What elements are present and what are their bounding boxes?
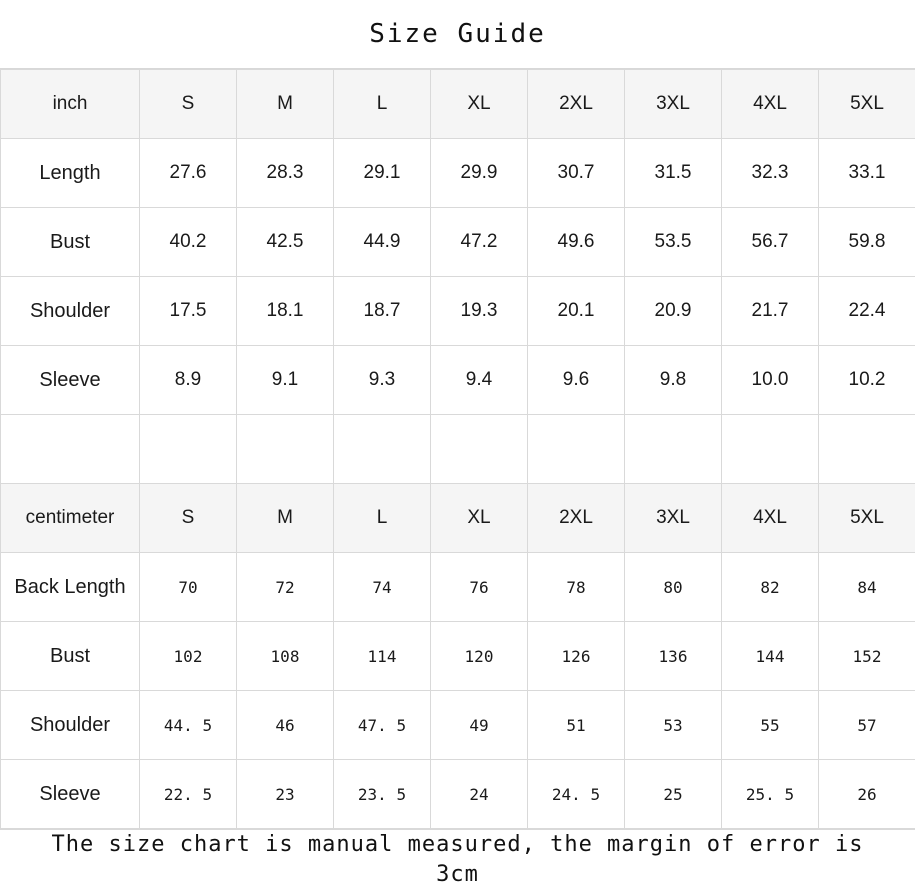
table-row: [1, 760, 915, 829]
cell-back-length-4xl: 82: [722, 553, 819, 622]
cell-shoulder-cm-2xl: 51: [528, 691, 625, 760]
cm-size-header-s: S: [140, 484, 237, 553]
measurement-disclaimer: [0, 829, 915, 889]
cm-size-header-xl: XL: [431, 484, 528, 553]
spacer-cell: [722, 415, 819, 484]
spacer-cell: [819, 415, 915, 484]
cell-bust-cm-l: 114: [334, 622, 431, 691]
inch-size-header-m: M: [237, 70, 334, 139]
cm-size-header-2xl: 2XL: [528, 484, 625, 553]
cell-shoulder-4xl: 21.7: [722, 277, 819, 346]
cell-length-xl: 29.9: [431, 139, 528, 208]
cell-bust-5xl: 59.8: [819, 208, 915, 277]
size-guide-table: [0, 69, 915, 829]
cell-bust-4xl: 56.7: [722, 208, 819, 277]
row-label-sleeve-cm: Sleeve: [1, 760, 140, 829]
disclaimer-line-2: 3cm: [436, 860, 479, 889]
row-label-back-length-cm: Back Length: [1, 553, 140, 622]
row-label-sleeve-inch: Sleeve: [1, 346, 140, 415]
cell-shoulder-cm-3xl: 53: [625, 691, 722, 760]
cell-sleeve-xl: 9.4: [431, 346, 528, 415]
cell-length-s: 27.6: [140, 139, 237, 208]
cell-shoulder-s: 17.5: [140, 277, 237, 346]
spacer-cell: [1, 415, 140, 484]
cell-bust-l: 44.9: [334, 208, 431, 277]
cell-bust-cm-5xl: 152: [819, 622, 915, 691]
cell-length-3xl: 31.5: [625, 139, 722, 208]
table-row: [1, 346, 915, 415]
row-label-length-inch: Length: [1, 139, 140, 208]
cell-back-length-3xl: 80: [625, 553, 722, 622]
cell-shoulder-cm-xl: 49: [431, 691, 528, 760]
cell-sleeve-5xl: 10.2: [819, 346, 915, 415]
cell-shoulder-cm-4xl: 55: [722, 691, 819, 760]
cell-sleeve-m: 9.1: [237, 346, 334, 415]
cell-shoulder-m: 18.1: [237, 277, 334, 346]
cell-shoulder-5xl: 22.4: [819, 277, 915, 346]
row-label-shoulder-inch: Shoulder: [1, 277, 140, 346]
cell-sleeve-cm-2xl: 24. 5: [528, 760, 625, 829]
cm-header-row: [1, 484, 915, 553]
inch-header-row: [1, 70, 915, 139]
cell-shoulder-3xl: 20.9: [625, 277, 722, 346]
cell-sleeve-cm-s: 22. 5: [140, 760, 237, 829]
page-title: Size Guide: [0, 0, 915, 69]
cell-shoulder-cm-5xl: 57: [819, 691, 915, 760]
cell-length-m: 28.3: [237, 139, 334, 208]
spacer-cell: [140, 415, 237, 484]
cell-shoulder-cm-s: 44. 5: [140, 691, 237, 760]
cell-sleeve-l: 9.3: [334, 346, 431, 415]
cell-length-4xl: 32.3: [722, 139, 819, 208]
cell-bust-xl: 47.2: [431, 208, 528, 277]
spacer-cell: [625, 415, 722, 484]
inch-size-header-xl: XL: [431, 70, 528, 139]
cm-size-header-5xl: 5XL: [819, 484, 915, 553]
table-row: [1, 277, 915, 346]
cell-sleeve-cm-xl: 24: [431, 760, 528, 829]
cell-bust-3xl: 53.5: [625, 208, 722, 277]
row-label-bust-inch: Bust: [1, 208, 140, 277]
row-label-bust-cm: Bust: [1, 622, 140, 691]
table-row: [1, 553, 915, 622]
table-row: [1, 139, 915, 208]
cell-sleeve-4xl: 10.0: [722, 346, 819, 415]
cm-size-header-l: L: [334, 484, 431, 553]
spacer-cell: [334, 415, 431, 484]
cm-size-header-4xl: 4XL: [722, 484, 819, 553]
cell-back-length-s: 70: [140, 553, 237, 622]
cell-back-length-m: 72: [237, 553, 334, 622]
table-row: [1, 622, 915, 691]
table-row: [1, 691, 915, 760]
inch-size-header-3xl: 3XL: [625, 70, 722, 139]
cell-bust-cm-m: 108: [237, 622, 334, 691]
cell-sleeve-cm-5xl: 26: [819, 760, 915, 829]
cell-sleeve-s: 8.9: [140, 346, 237, 415]
row-label-shoulder-cm: Shoulder: [1, 691, 140, 760]
cell-sleeve-cm-3xl: 25: [625, 760, 722, 829]
inch-unit-label: inch: [1, 70, 140, 139]
cm-unit-label: centimeter: [1, 484, 140, 553]
disclaimer-line-1: The size chart is manual measured, the margin of error is: [52, 830, 864, 860]
cell-shoulder-2xl: 20.1: [528, 277, 625, 346]
cell-back-length-l: 74: [334, 553, 431, 622]
cell-sleeve-3xl: 9.8: [625, 346, 722, 415]
spacer-cell: [431, 415, 528, 484]
cell-shoulder-cm-m: 46: [237, 691, 334, 760]
spacer-row: [1, 415, 915, 484]
cell-length-2xl: 30.7: [528, 139, 625, 208]
cell-back-length-2xl: 78: [528, 553, 625, 622]
cell-bust-cm-4xl: 144: [722, 622, 819, 691]
cell-shoulder-cm-l: 47. 5: [334, 691, 431, 760]
cell-bust-m: 42.5: [237, 208, 334, 277]
cell-length-l: 29.1: [334, 139, 431, 208]
cell-shoulder-l: 18.7: [334, 277, 431, 346]
cm-size-header-3xl: 3XL: [625, 484, 722, 553]
cell-length-5xl: 33.1: [819, 139, 915, 208]
cell-sleeve-2xl: 9.6: [528, 346, 625, 415]
cell-bust-s: 40.2: [140, 208, 237, 277]
cm-size-header-m: M: [237, 484, 334, 553]
cell-bust-cm-s: 102: [140, 622, 237, 691]
cell-bust-cm-xl: 120: [431, 622, 528, 691]
spacer-cell: [237, 415, 334, 484]
inch-size-header-5xl: 5XL: [819, 70, 915, 139]
cell-sleeve-cm-m: 23: [237, 760, 334, 829]
cell-bust-2xl: 49.6: [528, 208, 625, 277]
cell-back-length-xl: 76: [431, 553, 528, 622]
inch-size-header-l: L: [334, 70, 431, 139]
inch-size-header-s: S: [140, 70, 237, 139]
cell-bust-cm-3xl: 136: [625, 622, 722, 691]
cell-bust-cm-2xl: 126: [528, 622, 625, 691]
inch-size-header-4xl: 4XL: [722, 70, 819, 139]
table-row: [1, 208, 915, 277]
cell-sleeve-cm-4xl: 25. 5: [722, 760, 819, 829]
cell-shoulder-xl: 19.3: [431, 277, 528, 346]
cell-back-length-5xl: 84: [819, 553, 915, 622]
spacer-cell: [528, 415, 625, 484]
inch-size-header-2xl: 2XL: [528, 70, 625, 139]
cell-sleeve-cm-l: 23. 5: [334, 760, 431, 829]
